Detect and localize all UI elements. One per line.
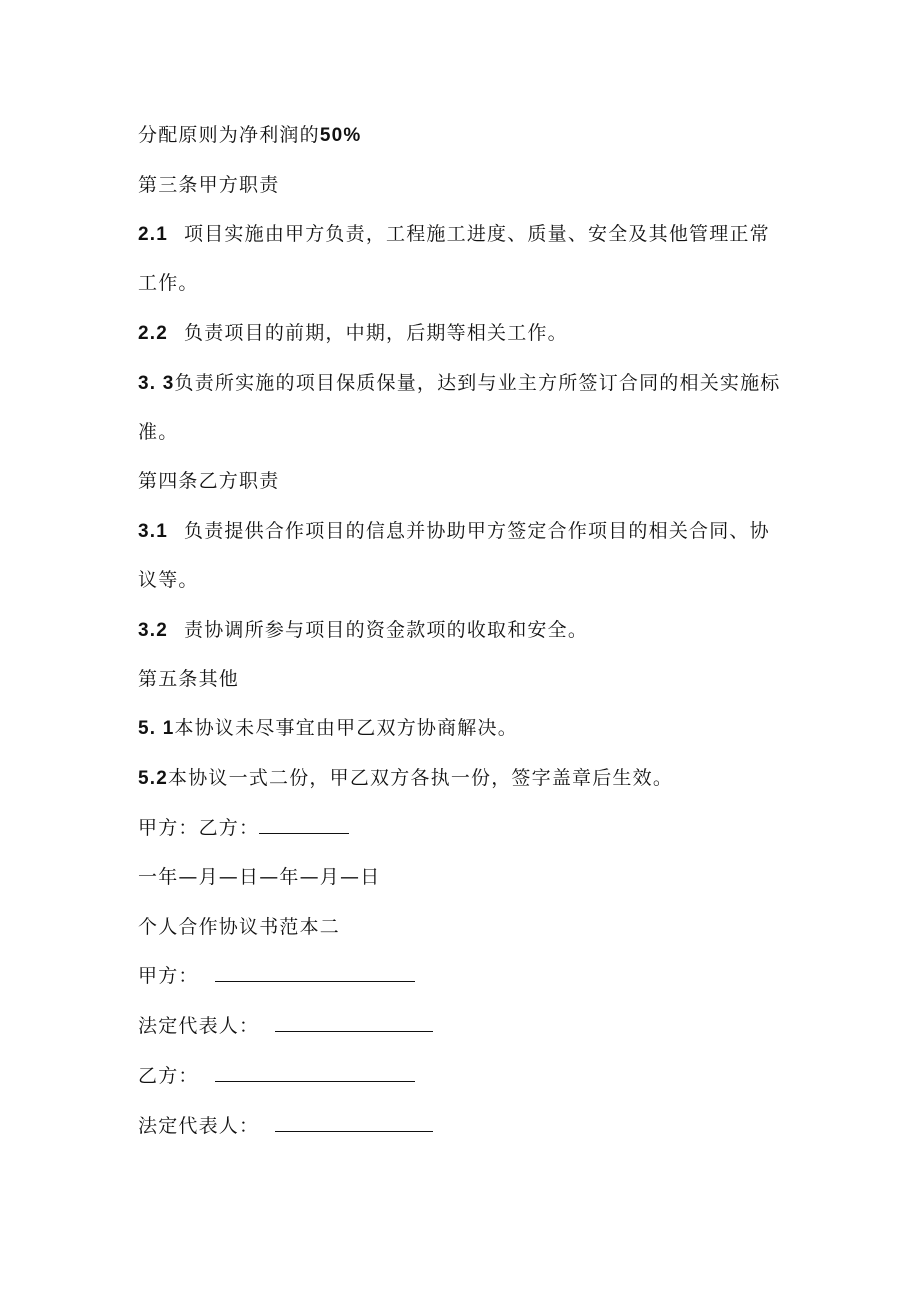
- legal-rep-a-label: 法定代表人：: [138, 1015, 260, 1037]
- profit-distribution-text: 分配原则为净利润的: [138, 124, 320, 146]
- legal-rep-b-blank: [275, 1113, 433, 1132]
- legal-rep-b-line: [138, 1113, 433, 1139]
- clause-5-2-text: 本协议一式二份，甲乙双方各执一份，签字盖章后生效。: [168, 767, 674, 789]
- template-2-title: 个人合作协议书范本二: [138, 916, 341, 938]
- clause-5-1-text: 本协议未尽事宜由甲乙双方协商解决。: [174, 717, 518, 739]
- clause-3-3-text: 负责所实施的项目保质保量，达到与业主方所签订合同的相关实施标: [174, 372, 781, 394]
- clause-3-2-text: 责协调所参与项目的资金款项的收取和安全。: [184, 619, 589, 641]
- party-b-label: 乙方：: [138, 1065, 199, 1087]
- clause-3-3-number: 3. 3: [138, 373, 175, 394]
- party-b-line: [138, 1063, 415, 1089]
- profit-percentage: 50%: [319, 125, 362, 146]
- clause-3-1-number: 3.1: [138, 521, 169, 542]
- signature-line: [138, 815, 349, 841]
- clause-3-3-continuation: 准。: [138, 421, 179, 443]
- legal-rep-a-line: [138, 1013, 433, 1039]
- article-4-heading: 第四条乙方职责: [138, 470, 280, 492]
- clause-5-1-number: 5. 1: [138, 718, 175, 739]
- party-a-blank: [215, 963, 415, 982]
- signature-parties-label: 甲方：乙方：: [138, 817, 260, 839]
- clause-2-1-continuation: 工作。: [138, 272, 199, 294]
- clause-3-2-number: 3.2: [138, 620, 169, 641]
- party-a-label: 甲方：: [138, 965, 199, 987]
- clause-3-1: [138, 518, 770, 545]
- legal-rep-b-label: 法定代表人：: [138, 1115, 260, 1137]
- party-b-blank: [215, 1063, 415, 1082]
- profit-distribution-line: [138, 122, 361, 149]
- clause-3-1-continuation: 议等。: [138, 569, 199, 591]
- clause-3-1-text: 负责提供合作项目的信息并协助甲方签定合作项目的相关合同、协: [184, 520, 770, 542]
- clause-3-3: [138, 370, 781, 397]
- clause-5-2-number: 5.2: [138, 768, 169, 789]
- article-3-heading: 第三条甲方职责: [138, 174, 280, 196]
- clause-2-2-text: 负责项目的前期，中期，后期等相关工作。: [184, 322, 568, 344]
- signature-blank: [259, 815, 349, 834]
- clause-2-1-number: 2.1: [138, 224, 169, 245]
- clause-5-1: [138, 715, 518, 742]
- party-a-line: [138, 963, 415, 989]
- clause-2-1: [138, 221, 770, 248]
- clause-2-2: [138, 320, 568, 347]
- article-5-heading: 第五条其他: [138, 668, 240, 690]
- date-line: 一年—月—日—年—月—日: [138, 866, 381, 888]
- clause-2-1-text: 项目实施由甲方负责，工程施工进度、质量、安全及其他管理正常: [184, 223, 770, 245]
- clause-2-2-number: 2.2: [138, 323, 169, 344]
- legal-rep-a-blank: [275, 1013, 433, 1032]
- clause-5-2: [138, 765, 673, 792]
- clause-3-2: [138, 617, 588, 644]
